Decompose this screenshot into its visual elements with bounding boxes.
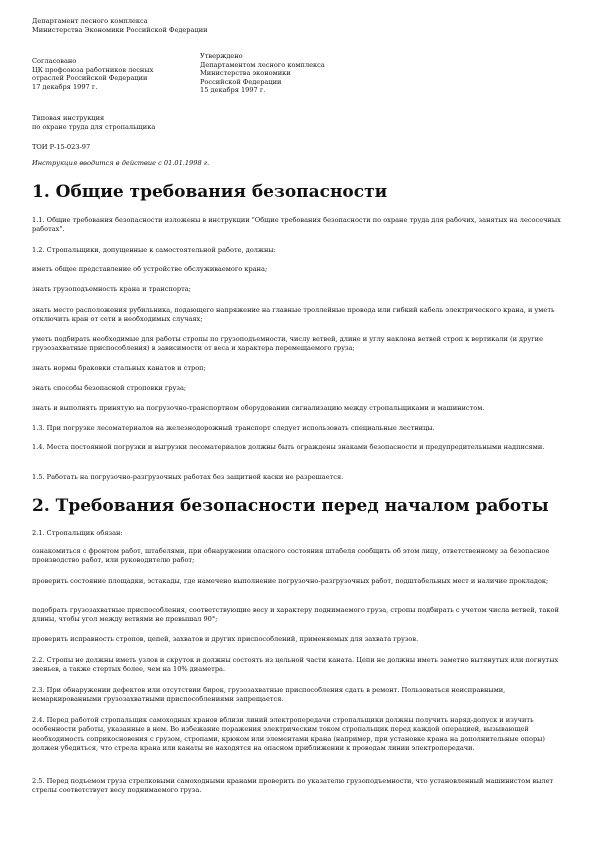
department-header <box>32 17 208 34</box>
department-line-2: Министерства Экономики Российской Федерации <box>32 25 208 34</box>
section-1-paragraph: знать способы безопасной строповки груза; <box>32 384 187 392</box>
section-2-paragraph: ознакомиться с фронтом работ, штабелями, при обнаружении опасного состояния штабеля сообщить об этом лицу, ответственному за безопасное производство работ, или руководителю работ; <box>32 547 550 565</box>
approval-agreed: Согласовано ЦК профсоюза работников лесных отраслей Российской Федерации 17 декабря 1997 г. <box>32 57 154 91</box>
section-1-paragraph: 1.5. Работать на погрузочно-разгрузочных работах без защитной каски не разрешается. <box>32 473 344 481</box>
section-1-paragraph: знать грузоподъемность крана и транспорта; <box>32 285 191 293</box>
section-1-paragraph: 1.1. Общие требования безопасности изложены в инструкции "Общие требования безопасности по охране труда для рабочих, занятых на лесосечных работах". <box>32 216 561 234</box>
section-1-paragraph: знать и выполнять принятую на погрузочно-транспортном оборудовании сигнализацию между стропальщиками и машинистом. <box>32 404 485 412</box>
section-2-heading: 2. Требования безопасности перед началом работы <box>32 496 549 516</box>
department-line-1: Департамент лесного комплекса <box>32 17 148 25</box>
section-2-paragraph: 2.2. Стропы не должны иметь узлов и скруток и должны состоять из цельной части каната. Цепи не должны иметь заметно вытянутых или погнутых звеньев, а также стертых более, чем на 10% диаметра. <box>32 656 559 674</box>
section-2-paragraph: проверить исправность стропов, цепей, захватов и других приспособлений, применяемых для захвата грузов. <box>32 635 419 643</box>
section-1-paragraph: 1.3. При погрузке лесоматериалов на железнодорожный транспорт следует использовать специальные лестницы. <box>32 424 435 432</box>
instruction-title-line-1: Типовая инструкция <box>32 114 105 122</box>
effective-date-note: Инструкция вводится в действие с 01.01.1998 г. <box>32 159 210 167</box>
section-2-paragraph: 2.4. Перед работой стропальщик самоходных кранов вблизи линий электропередачи стропальщики должны получить наряд-допуск и изучить особенности работы, указанные в нем. Во избежание поражения электрическим током стропальщик перед каждой операцией, вызывающей необходимость соприкосновения с грузом, стропами, крюком или элементами крана (например, при установке крана на дополнительные опоры) должен убедиться, что стрела крана или канаты не находятся на опасном приближении к проводам линии электропередачи. <box>32 716 546 753</box>
section-2-paragraph: 2.3. При обнаружении дефектов или отсутствии бирок, грузозахватные приспособления сдать в ремонт. Пользоваться неисправными, немаркированными грузозахватными приспособлениями запрещается. <box>32 686 506 704</box>
section-1-paragraph: 1.4. Места постоянной погрузки и выгрузки лесоматериалов должны быть ограждены знаками безопасности и предупредительными надписями. <box>32 443 545 451</box>
section-2-paragraph: 2.5. Перед подъемом груза стрелковыми самоходными кранами проверить по указателю грузоподъемности, что установленный машинистом вылет стрелы соответствует весу поднимаемого груза. <box>32 777 554 795</box>
approval-approved: Утверждено Департаментом лесного комплекса Министерства экономики Российской Федерации 15 декабря 1997 г. <box>200 52 325 95</box>
section-2-paragraph: 2.1. Стропальщик обязан: <box>32 529 123 537</box>
section-2-paragraph: подобрать грузозахватные приспособления, соответствующие весу и характеру поднимаемого груза, стропы подбирать с учетом числа ветвей, такой длины, чтобы угол между ветвями не превышал 90°; <box>32 606 559 624</box>
section-2-paragraph: проверить состояние площадки, эстакады, где намечено выполнение погрузочно-разгрузочных работ, подштабельных мест и наличие прокладок; <box>32 577 549 585</box>
instruction-title <box>32 114 155 131</box>
section-1-paragraph: иметь общее представление об устройстве обслуживаемого крана; <box>32 265 268 273</box>
section-1-paragraph: знать место расположения рубильника, подающего напряжение на главные троллейные провода или гибкий кабель электрического крана, и уметь отключить кран от сети в необходимых случаях; <box>32 306 555 324</box>
section-1-paragraph: знать нормы браковки стальных канатов и строп; <box>32 364 206 372</box>
section-1-paragraph: 1.2. Стропальщики, допущенные к самостоятельной работе, должны: <box>32 246 276 254</box>
instruction-title-line-2: по охране труда для стропальщика <box>32 122 156 131</box>
section-1-paragraph: уметь подбирать необходимые для работы стропы по грузоподъемности, числу ветвей, длине и углу наклона ветвей строп к вертикали (и другие грузозахватные приспособления) в зависимости от веса и характера перемещаемого груза; <box>32 335 543 353</box>
section-1-heading: 1. Общие требования безопасности <box>32 182 388 202</box>
document-code: ТОИ Р-15-023-97 <box>32 143 91 151</box>
